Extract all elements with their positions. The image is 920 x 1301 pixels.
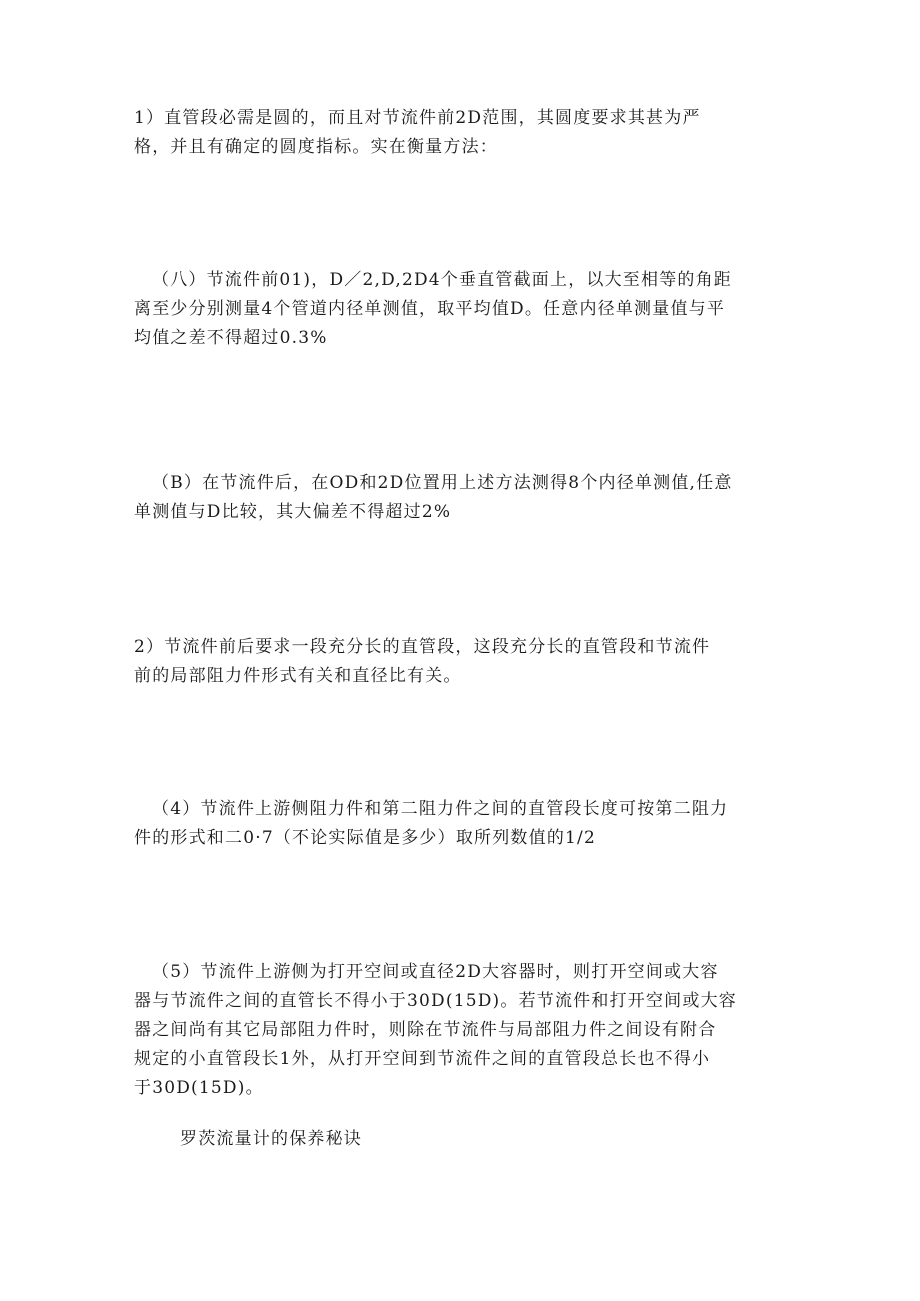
text-line: 于30D(15D)。: [134, 1078, 264, 1098]
paragraph-straight-pipe-length: [134, 633, 784, 691]
text-line: 离至少分别测量4个管道内径单测值，取平均值D。任意内径单测量值与平: [134, 299, 726, 319]
text-line: 单测值与D比较，其大偏差不得超过2%: [134, 502, 452, 522]
paragraph-open-space-container: [134, 958, 784, 1103]
paragraph-measurement-before-element: [134, 266, 784, 353]
section-heading: 罗茨流量计的保养秘诀: [180, 1129, 362, 1149]
paragraph-measurement-after-element: [134, 469, 784, 527]
text-line: 2）节流件前后要求一段充分长的直管段，这段充分长的直管段和节流件: [134, 637, 711, 657]
text-line: 1）直管段必需是圆的，而且对节流件前2D范围，其圆度要求其甚为严: [134, 108, 701, 128]
text-line: （5）节流件上游侧为打开空间或直径2D大容器时，则打开空间或大容: [152, 962, 719, 982]
text-line: 格，并且有确定的圆度指标。实在衡量方法：: [134, 137, 498, 157]
paragraph-straight-pipe-roundness: [134, 104, 784, 162]
text-line: 规定的小直管段长1外，从打开空间到节流件之间的直管段总长也不得小: [134, 1049, 711, 1069]
text-line: （B）在节流件后，在OD和2D位置用上述方法测得8个内径单测值,任意: [152, 473, 733, 493]
text-line: （八）节流件前01)，D／2,D,2D4个垂直管截面上，以大至相等的角距: [152, 270, 733, 290]
text-line: 均值之差不得超过0.3%: [134, 328, 328, 348]
paragraph-resistance-elements: [134, 795, 784, 853]
text-line: 前的局部阻力件形式有关和直径比有关。: [134, 666, 462, 686]
text-line: 器之间尚有其它局部阻力件时，则除在节流件与局部阻力件之间设有附合: [134, 1020, 717, 1040]
text-line: （4）节流件上游侧阻力件和第二阻力件之间的直管段长度可按第二阻力: [152, 799, 729, 819]
text-line: 器与节流件之间的直管长不得小于30D(15D)。若节流件和打开空间或大容: [134, 991, 737, 1011]
text-line: 件的形式和二0·7（不论实际值是多少）取所列数值的1/2: [134, 828, 596, 848]
